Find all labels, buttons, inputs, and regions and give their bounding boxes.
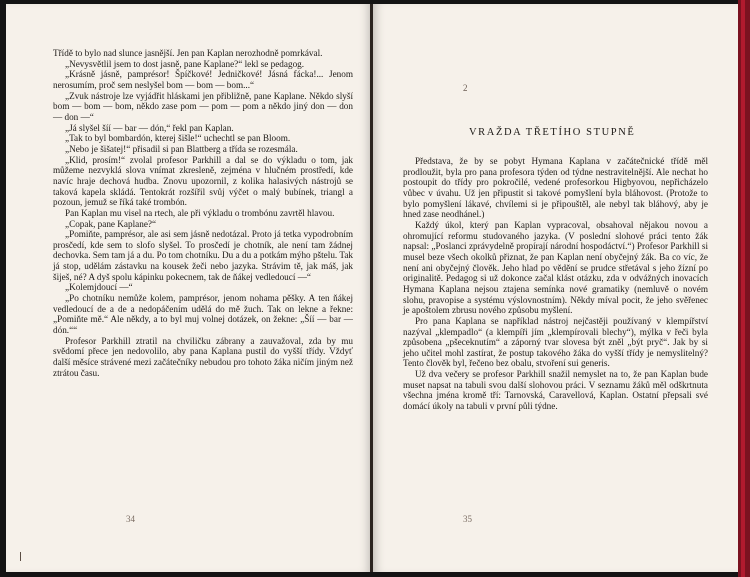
paragraph: Každý úkol, který pan Kaplan vypracoval, obsahoval nějakou novou a ohromující reformu studovaného jazyka. (V poslední slohové práci tento žák napsal: „Poslanci zprávydelně propírají národní hospodáctví.“) Profesor Parkhill si musel beze všech okolků přiznat, že pan Kaplan není obyčejný žák. Ba co víc, že není ani obyčejný člověk. Jeho hlad po vědění se prudce střetával s jeho žízní po originalitě. Pedagog si už dokonce začal klást otázku, zda v odvážných inovacích Hymana Kaplana nejsou ztajena semínka nové gramatiky (nemluvě o novém slohu, pravopise a systému výslovnostním). Někdy míval pocit, že jeho svěřenec je apoštolem zbrusu nového způsobu myšlení.: [403, 219, 708, 316]
paragraph: „Pomiňte, pamprésor, ale asi sem jásně nedotázal. Proto já tetka vypodrobním prosčedí, kde sem to slofo slyšel. To prosčedí je chotník, ale není tam žádnej dechovka. Sem tam já a du. Po tom chotníku. Du a du a potkám mýho pštelu. Tak já stop, udělám zástavku na kousek žeči nebo jazyka. Strávim tě, jak máš, jak šiješ, né? A dyš spolu kápinku pokecnem, tak de ňákej vedledoucí —“: [53, 229, 353, 282]
page-number: 35: [463, 514, 472, 524]
chapter-title: VRAŽDA TŘETÍHO STUPNĚ: [469, 127, 636, 138]
paragraph: „Krásně jásně, pamprésor! Špíčkové! Jedničkové! Jásná fácka!... Jenom nerosumím, proč sem neslyšel bom — bom — bom...“: [53, 69, 353, 90]
paragraph: Třídě to bylo nad slunce jasnější. Jen pan Kaplan nerozhodně pomrkával.: [53, 48, 323, 58]
right-page: [373, 4, 738, 572]
paragraph: „Kolemjdoucí —“: [65, 282, 133, 293]
paragraph: „Tak to byl bombardón, kterej šišle!“ uchechtl se pan Bloom.: [65, 133, 291, 144]
paragraph: Představa, že by se pobyt Hymana Kaplana v začátečnické třídě měl prodloužit, byla pro pana profesora týden od týdne nestravitelnější. Ale nechat ho postoupit do třídy pro pokročilé, vedené profesorkou Higbyovou, nepřicházelo vůbec v úvahu. Už jen připustit si takové pomyšlení byla bláhovost. (Protože to bylo pomyšlení lákavé, chvílemi si je připouštěl, ale nebyl tak bláhový, aby je hned zase neodhánel.): [403, 156, 708, 220]
margin-mark: [20, 552, 21, 561]
page-number: 34: [126, 514, 135, 524]
paragraph: Pan Kaplan mu visel na rtech, ale při výkladu o trombónu zavrtěl hlavou.: [65, 207, 335, 218]
left-page-text: [53, 48, 353, 378]
paragraph: Pro pana Kaplana se například nástroj nejčastěji používaný v klempířství nazýval „klempadlo“ (a klempíři jím „klempírovali blechy“), mýlka v řeči byla způsobena „pšeceknutím“ a záporný tvar slovesa být zněl „být pryč“. Jak by si jeho učitel mohl zastírat, že postup takového žáka do vyšší třídy je nemyslitelný? Tento člověk byl, řečeno bez obalu, stvoření sui generis.: [403, 315, 708, 369]
paragraph: Už dva večery se profesor Parkhill snažil nemyslet na to, že pan Kaplan bude muset napsat na tabuli svou další slohovou práci. V seznamu žáků měl odškrtnuta všechna jména kromě tří: Tarnovská, Caravellová, Kaplan. Ostatní přepsali své domácí úkoly na tabuli v první půli týdne.: [403, 369, 708, 412]
paragraph: „Po chotníku nemůže kolem, pamprésor, jenom nohama pěšky. A ten ňákej vedledoucí de a de a nedopáčením udělá do mě žuch. Tak on lekne a řekne: „Pomiňte mě.“ Ale někdy, a to byl muj volnej dotázek, on žekne: „Šíí — bar — dón.““: [53, 293, 353, 336]
paragraph: „Nevysvětlil jsem to dost jasně, pane Kaplane?“ lekl se pedagog.: [65, 58, 305, 69]
paragraph: „Nebo je šišatej!“ přisadil si pan Blattberg a třída se rozesmála.: [65, 143, 298, 154]
paragraph: „Klid, prosím!“ zvolal profesor Parkhill a dal se do výkladu o tom, jak můžeme nezvyklá slova vnímat zkresleně, zejména v hlučném prostředí, kde navíc hraje dechová hudba. Znovu upozornil, z kolika halasivých nástrojů se taková kapela skládá. Tentokrát rozšířil svůj výčet o malý bubínek, triangl a pozoun, jemuž se říká také trombón.: [53, 154, 353, 208]
paragraph: „Copak, pane Kaplane?“: [65, 218, 157, 229]
left-page: [6, 4, 371, 572]
chapter-number: 2: [463, 83, 468, 93]
paragraph: Profesor Parkhill ztratil na chviličku zábrany a zauvažoval, zda by mu svědomí přece jen nedovolilo, aby pana Kaplana pustil do vyšší třídy. Vždyť další měsíce strávené mezi začátečníky nebudou pro tohoto žáka ničím jiným než ztrátou času.: [53, 335, 353, 378]
paragraph: „Zvuk nástroje lze vyjádřit hláskami jen přibližně, pane Kaplane. Někdo slyší bom — bom — bom, někdo zase pom — pom — pom a někdo jiný don — don — don —“: [53, 90, 353, 122]
right-page-text: [403, 156, 708, 412]
paragraph: „Já slyšel šíí — bar — dón,“ řekl pan Kaplan.: [65, 122, 234, 133]
cover-edge: [738, 0, 750, 577]
